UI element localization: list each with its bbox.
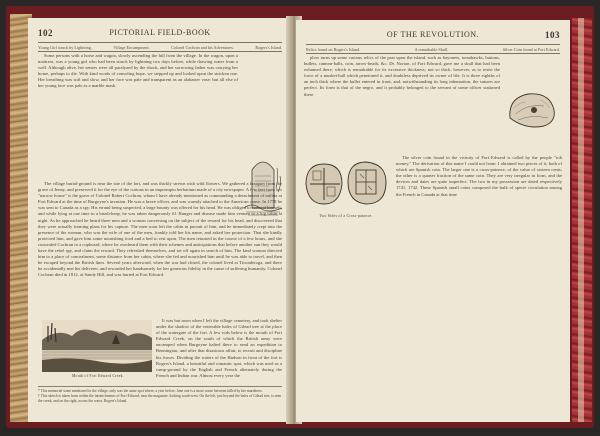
subhead-line — [306, 44, 560, 54]
body-text-top — [304, 55, 500, 155]
paragraph: plow turns up some curious relics of the past upon the island, such as bayonets, tomahawks, buttons, bullets, cannon-balls, coin, arrow-heads, &c. Dr. Norton, of Fort Edward, gave me a skull that had been exhumed there, which is remarkable for its excessive thickness; not so thick, however, as to resist the force of a musket-ball which penetrated it, and doubtless deprived its owner of life. It is three eighths of an inch thick where the bullet entered in front, and, notwithstanding its long inhumation, the sutures are perfect. Its form is that of the negro, and it probably belonged to the servant of some officer stationed there. — [304, 55, 500, 97]
right-page — [296, 20, 570, 422]
running-head — [306, 30, 560, 42]
paragraph: The silver coin found in the vicinity of Fort Edward is called by the people "rob money." The derivation of this name I could not learn. I obtained two pieces of it, both of which are Spanish coin. The larger one is a cross-patonce, of the value of sixteen cents; the other is a quarter fraction of the same coin. They are very irregular in form, and the devices and dates are quite imperfect. The two in my possession are dated respectively 1741, 1742. These Spanish small coins composed the bulk of specie circulation among the French in Canada at that time — [396, 155, 562, 197]
body-text-bottom — [156, 318, 282, 382]
subhead-item: Village Encampment. — [113, 44, 150, 50]
body-text-middle — [38, 181, 282, 337]
creek-engraving — [42, 320, 152, 372]
subhead-line — [38, 42, 282, 52]
left-page — [28, 18, 292, 422]
page-edge-stripe — [578, 18, 584, 422]
running-title: OF THE REVOLUTION. — [386, 30, 480, 39]
paragraph: It was but noon when I left the village cemetery, and took shelter under the shadow of the venerable bales of Gilead tree at the place of the watergate of the fort. A few rods below is the mouth of Fort Edward Creek, on the south of which the British army were encamped when Burgoyne halted there to send an expedition to Bennington, and after that disastrous affair, to recruit and discipline his forces. Dividing the waters of the Hudson in front of the fort is Rogers's Island, a beautiful and romantic spot, which was used as a camp-ground by the English and French alternately during the French and Indian war. Almost every year the — [156, 318, 282, 378]
figure-caption: Two Sides of a Cross-patonce. — [319, 214, 373, 218]
page-number: 103 — [545, 30, 560, 40]
subhead-item: Young Girl struck by Lightning. — [38, 44, 92, 50]
paragraph: Some persons with a horse and wagon, slowly ascending the hill from the village. In the wagon, upon a mattress, was a young girl who had been struck by lightning two days before, while drawing water from a well. Although alive, her senses were all paralyzed by the shock, and her sorrowing father was carrying her home, perhaps to die. With kind words of consoling hope, we stepped up and looked upon the stricken one. Her breathing was soft and slow, and her face was pale and transparent as an alabaster vase; but all else of her young face was pale as a marble mask. — [38, 53, 238, 89]
body-text-bottom — [304, 155, 562, 225]
paragraph: The village burial-ground is near the site of the fort, and was thickly strewn with wild flowers. We gathered a bouquet from the grave of Jenny, and preserved it for the eye of the curious in an impromptu herbarium made of a city newspaper. A few feet from her "narrow house" is the grave of Colonel Robert Cochran, whom I have already mentioned as commanding a detachment of militia at Fort Edward at the time of Burgoyne's invasion. He was a brave officer, and was warmly attached to the American cause. In 1778 he was sent to Canada as a spy. His errand being suspected, a large bounty was offered for his head. He was obliged to conceal himself, and while lying at one time in a brush-heap, he was taken dangerously ill. Hunger and disease made him venture to a log cabin at night. As he approached he heard three men and a woman conversing on the subject of the reward for his head, and discovered that they were actually forming plans for his capture. The men soon left the cabin in pursuit of him, and he immediately crept into the presence of the woman, who was the wife of one of the men, frankly told her his name, and asked her protection. That she kindly protected him, and gave him some nourishing food and a bed to rest upon. The men returned in the course of a few hours, and she concealed Cochran in a cupboard, where he overheard them with their schemes and anticipations that before another sun they would have the rebel spy, and claim the reward. They refreshed themselves, and set off again in search of him. The kind woman directed him to a place of concealment, some distance from her cabin, where she fed and nourished him until he was able to travel, and then he escaped beyond the British lines. Several years afterward, when the war had closed, the colonel lived at Ticonderoga, and there he accidentally met his deliverer, and rewarded her handsomely for her generous fidelity in the cause of suffering humanity. Colonel Cochran died in 1812, at Sandy Hill, and was buried at Fort Edward. — [38, 181, 282, 278]
subhead-item: Colonel Cochran and his Adventures. — [171, 44, 234, 50]
marbled-edge-right — [572, 18, 592, 422]
subhead-item: Rogers's Island. — [255, 44, 282, 50]
footnotes — [38, 386, 282, 403]
body-text-top — [38, 53, 238, 181]
footnote: † This sketch is taken from within the intrenchments of Fort Edward, near the magazine, looking south-west. On the left, just beyond the bales of Gilead tree, is seen the creek, and on the right, across the water, Rogers's Island. — [38, 393, 282, 403]
figure-caption: Mouth of Fort Edward Creek. — [71, 374, 125, 378]
footnote: * This memorial stone mentioned in the village, only was the same spot where, a year before, Jane one is a more waste between killed by her murderers. — [38, 389, 263, 393]
subhead-item: A remarkable Skull. — [414, 46, 449, 52]
page-number: 102 — [38, 28, 53, 38]
subhead-item: Silver Coin found at Fort Edward. — [502, 46, 560, 52]
skull-illustration — [504, 88, 560, 132]
subhead-item: Relics found on Rogers's Island. — [306, 46, 361, 52]
running-head — [38, 28, 282, 40]
running-title: PICTORIAL FIELD-BOOK — [109, 28, 211, 37]
